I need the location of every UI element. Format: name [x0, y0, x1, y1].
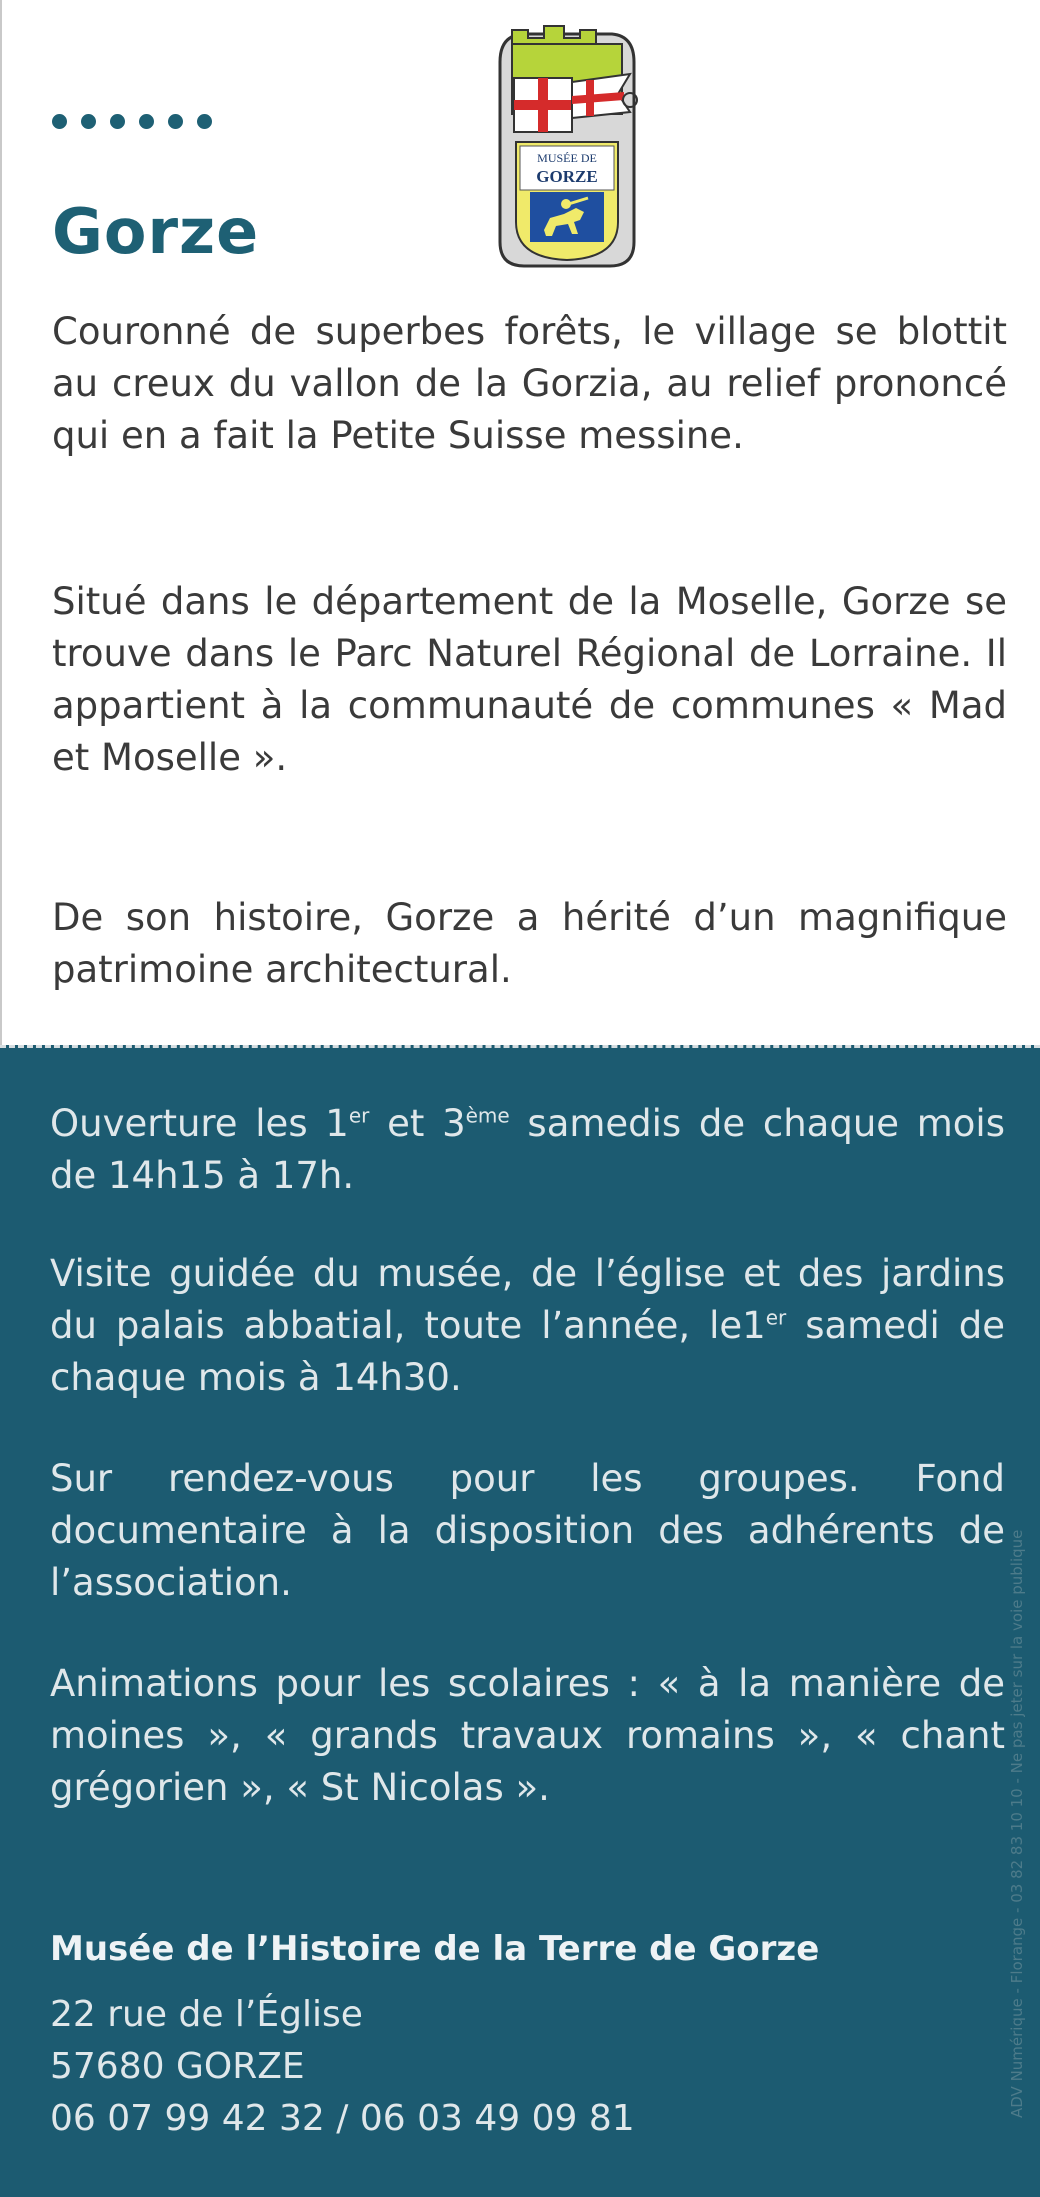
dot-icon	[110, 114, 125, 129]
logo-text-line2: GORZE	[536, 167, 598, 186]
location-paragraph: Situé dans le département de la Moselle, Gorze se trouve dans le Parc Naturel Régional de Lorraine. Il appartient à la communauté de communes « Mad et Moselle ».	[52, 580, 1007, 779]
printer-legal-note: ADV Numérique - Florange - 03 82 83 10 10 - Ne pas jeter sur la voie publique	[1008, 1529, 1026, 2118]
intro-paragraph: Couronné de superbes forêts, le village se blottit au creux du vallon de la Gorzia, au relief prononcé qui en a fait la Petite Suisse messine.	[52, 310, 1007, 457]
museum-logo	[492, 22, 642, 270]
intro-section	[0, 0, 1040, 1045]
dot-icon	[197, 114, 212, 129]
decorative-dots	[52, 114, 212, 129]
groups-text: Sur rendez-vous pour les groupes. Fond documentaire à la disposition des adhérents de l’association.	[50, 1457, 1005, 1604]
schools-text: Animations pour les scolaires : « à la manière de moines », « grands travaux romains », « chant grégorien », « St Nicolas ».	[50, 1662, 1005, 1809]
info-panel	[0, 1045, 1040, 2197]
page-title: Gorze	[52, 195, 260, 268]
dot-icon	[139, 114, 154, 129]
museum-name: Musée de l’Histoire de la Terre de Gorze	[50, 1929, 820, 1969]
address-street: 22 rue de l’Église	[50, 1994, 363, 2035]
dot-icon	[52, 114, 67, 129]
opening-hours-text: Ouverture les 1er et 3ème samedis de chaque mois de 14h15 à 17h.	[50, 1102, 1005, 1197]
dot-icon	[168, 114, 183, 129]
guided-visit-text: Visite guidée du musée, de l’église et des jardins du palais abbatial, toute l’année, le1er samedi de chaque mois à 14h30.	[50, 1252, 1005, 1399]
address-city: 57680 GORZE	[50, 2046, 305, 2087]
logo-text-line1: MUSÉE DE	[537, 151, 597, 165]
heritage-paragraph: De son histoire, Gorze a hérité d’un magnifique patrimoine architectural.	[52, 896, 1007, 991]
phone-numbers: 06 07 99 42 32 / 06 03 49 09 81	[50, 2098, 635, 2139]
dot-icon	[81, 114, 96, 129]
